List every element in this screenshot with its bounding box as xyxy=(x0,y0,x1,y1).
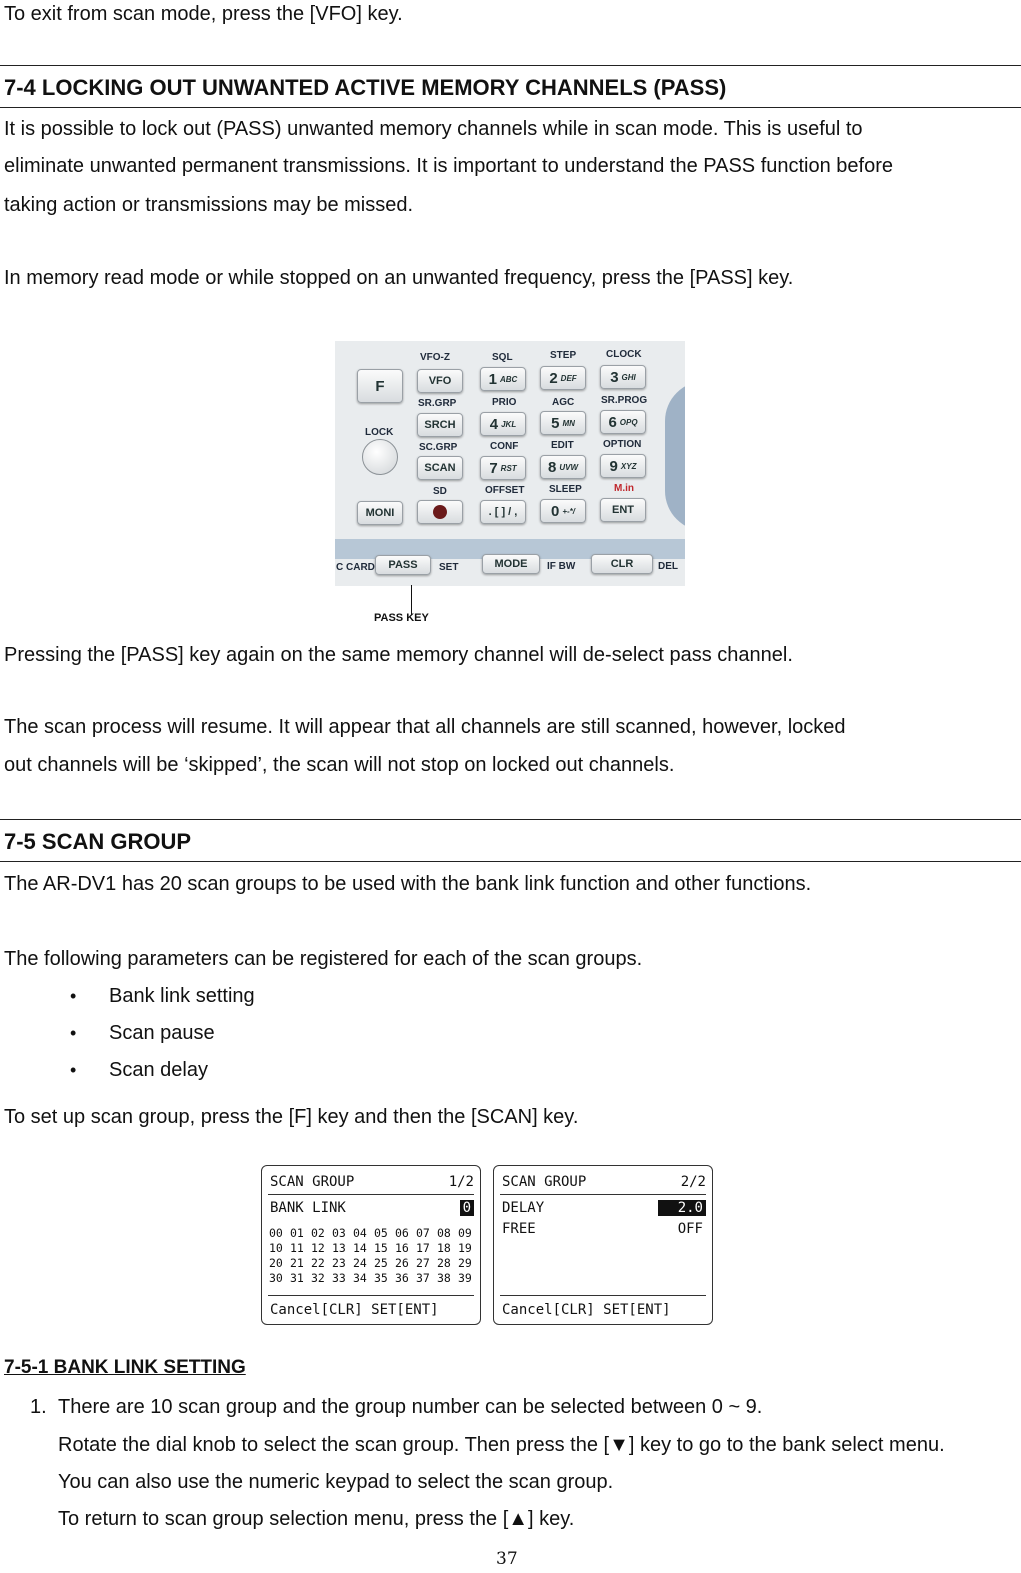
grid-cell: 02 xyxy=(311,1226,325,1240)
lcd-title: SCAN GROUP xyxy=(270,1174,355,1190)
srch-key-label: SRCH xyxy=(424,419,456,431)
key-4[interactable] xyxy=(480,412,526,436)
grid-cell: 19 xyxy=(458,1241,472,1255)
key-6-digit: 6 xyxy=(608,413,617,431)
grid-cell: 03 xyxy=(332,1226,346,1240)
top-note: To exit from scan mode, press the [VFO] key. xyxy=(4,3,403,25)
label-option: OPTION xyxy=(603,439,642,450)
keypad-photo xyxy=(335,341,685,586)
grid-cell: 08 xyxy=(437,1226,451,1240)
grid-cell: 00 xyxy=(269,1226,283,1240)
label-if-bw: IF BW xyxy=(547,561,576,572)
lcd-title: SCAN GROUP xyxy=(502,1174,587,1190)
bullet-icon: • xyxy=(70,986,77,1006)
key-9-digit: 9 xyxy=(609,457,618,475)
paragraph-line: Pressing the [PASS] key again on the same memory channel will de-select pass channel. xyxy=(4,644,793,666)
label-agc: AGC xyxy=(552,397,575,408)
lcd-divider xyxy=(500,1295,706,1296)
key-dot[interactable] xyxy=(480,500,526,524)
key-0-symbols: +-*/ xyxy=(562,506,575,516)
grid-cell: 30 xyxy=(269,1271,283,1285)
key-8-letters: UVW xyxy=(559,462,578,472)
key-9[interactable] xyxy=(600,454,646,478)
grid-cell: 20 xyxy=(269,1256,283,1270)
grid-cell: 17 xyxy=(416,1241,430,1255)
clr-key-label: CLR xyxy=(610,558,634,570)
key-7[interactable] xyxy=(480,456,526,480)
key-2-digit: 2 xyxy=(549,369,558,387)
section-7-4-heading: 7-4 LOCKING OUT UNWANTED ACTIVE MEMORY CHANNELS (PASS) xyxy=(4,75,727,100)
label-conf: CONF xyxy=(490,441,519,452)
label-sc-grp: SC.GRP xyxy=(419,442,458,453)
heading-rule-bottom xyxy=(0,107,1021,108)
key-4-digit: 4 xyxy=(489,415,499,433)
key-2[interactable] xyxy=(540,366,586,390)
section-7-5-1-heading: 7-5-1 BANK LINK SETTING xyxy=(4,1357,246,1378)
grid-cell: 07 xyxy=(416,1226,430,1240)
key-3[interactable] xyxy=(600,365,646,389)
lcd-screen-delay xyxy=(493,1165,713,1325)
grid-cell: 15 xyxy=(374,1241,388,1255)
pass-key-caption: PASS KEY xyxy=(374,612,429,624)
srch-key[interactable] xyxy=(417,413,463,437)
key-7-letters: RST xyxy=(500,463,517,473)
lcd-divider xyxy=(268,1194,474,1195)
grid-cell: 31 xyxy=(290,1271,304,1285)
list-item: Scan delay xyxy=(109,1059,208,1081)
grid-cell: 27 xyxy=(416,1256,430,1270)
key-6[interactable] xyxy=(600,410,646,434)
grid-cell: 11 xyxy=(290,1241,304,1255)
lcd-footer: Cancel[CLR] SET[ENT] xyxy=(270,1302,439,1318)
key-9-letters: XYZ xyxy=(620,461,637,471)
lcd-free-value: OFF xyxy=(677,1221,703,1237)
pass-key[interactable] xyxy=(375,555,431,575)
paragraph-line: To return to scan group selection menu, press the [▲] key. xyxy=(58,1508,575,1530)
paragraph-line: It is possible to lock out (PASS) unwanted memory channels while in scan mode. This is useful to xyxy=(4,118,863,140)
mode-key[interactable] xyxy=(482,554,540,574)
grid-cell: 05 xyxy=(374,1226,388,1240)
list-item: Scan pause xyxy=(109,1022,215,1044)
grid-cell: 25 xyxy=(374,1256,388,1270)
scan-key[interactable] xyxy=(417,456,463,480)
vfo-key[interactable] xyxy=(417,369,463,393)
grid-cell: 39 xyxy=(458,1271,472,1285)
grid-cell: 14 xyxy=(353,1241,367,1255)
key-1[interactable] xyxy=(480,367,526,391)
paragraph-line: Rotate the dial knob to select the scan group. Then press the [▼] key to go to the bank select menu. xyxy=(58,1434,945,1456)
lcd-bank-link-label: BANK LINK xyxy=(270,1200,346,1216)
moni-key-label: MONI xyxy=(365,507,395,519)
lcd-page: 1/2 xyxy=(448,1174,474,1190)
ent-key[interactable] xyxy=(600,498,646,522)
grid-cell: 10 xyxy=(269,1241,283,1255)
label-vfo-z: VFO-Z xyxy=(420,352,450,363)
grid-cell: 16 xyxy=(395,1241,409,1255)
key-dot-label: . [ ] / , xyxy=(488,506,518,518)
label-edit: EDIT xyxy=(551,440,574,451)
list-item: Bank link setting xyxy=(109,985,255,1007)
heading-rule-top xyxy=(0,819,1021,820)
label-m-in: M.in xyxy=(614,483,634,494)
grid-cell: 28 xyxy=(437,1256,451,1270)
label-del: DEL xyxy=(658,561,678,572)
grid-cell: 04 xyxy=(353,1226,367,1240)
paragraph-line: The scan process will resume. It will appear that all channels are still scanned, however, locked xyxy=(4,716,846,738)
key-4-letters: JKL xyxy=(501,419,517,429)
ent-key-label: ENT xyxy=(612,504,634,516)
bullet-icon: • xyxy=(70,1060,77,1080)
paragraph-line: out channels will be ‘skipped’, the scan will not stop on locked out channels. xyxy=(4,754,675,776)
paragraph-line: The following parameters can be registered for each of the scan groups. xyxy=(4,948,643,970)
pass-key-pointer-line xyxy=(411,585,412,615)
grid-cell: 13 xyxy=(332,1241,346,1255)
label-sd: SD xyxy=(433,486,447,497)
lcd-bank-link-value: 0 xyxy=(460,1200,474,1216)
label-c-card: C CARD xyxy=(336,562,375,573)
section-7-5-heading: 7-5 SCAN GROUP xyxy=(4,829,192,854)
grid-cell: 38 xyxy=(437,1271,451,1285)
grid-cell: 34 xyxy=(353,1271,367,1285)
clr-key[interactable] xyxy=(591,554,653,574)
grid-cell: 36 xyxy=(395,1271,409,1285)
pass-key-label: PASS xyxy=(388,559,418,571)
key-5-digit: 5 xyxy=(551,414,560,432)
grid-cell: 23 xyxy=(332,1256,346,1270)
label-step: STEP xyxy=(550,350,577,361)
page-number: 37 xyxy=(496,1549,518,1569)
label-clock: CLOCK xyxy=(606,349,642,360)
key-5-letters: MN xyxy=(562,418,575,428)
key-3-letters: GHI xyxy=(621,372,636,382)
key-8[interactable] xyxy=(540,455,586,479)
f-key-label: F xyxy=(375,377,385,395)
key-6-letters: OPQ xyxy=(619,417,638,427)
key-5[interactable] xyxy=(540,411,586,435)
grid-cell: 09 xyxy=(458,1226,472,1240)
paragraph-line: taking action or transmissions may be missed. xyxy=(4,194,414,216)
key-7-digit: 7 xyxy=(489,459,498,477)
paragraph-line: You can also use the numeric keypad to select the scan group. xyxy=(58,1471,614,1493)
key-1-digit: 1 xyxy=(488,370,497,388)
f-key[interactable] xyxy=(357,369,403,403)
label-lock: LOCK xyxy=(365,427,394,438)
lcd-divider xyxy=(268,1295,474,1296)
mode-key-label: MODE xyxy=(494,558,528,570)
label-set: SET xyxy=(439,562,459,573)
grid-cell: 24 xyxy=(353,1256,367,1270)
lcd-free-label: FREE xyxy=(502,1221,536,1237)
lcd-grid-row xyxy=(269,1271,479,1286)
lcd-delay-value: 2.0 xyxy=(658,1200,706,1216)
key-0-digit: 0 xyxy=(550,502,560,520)
key-0[interactable] xyxy=(540,499,586,523)
list-number: 1. xyxy=(30,1396,47,1418)
grid-cell: 18 xyxy=(437,1241,451,1255)
grid-cell: 32 xyxy=(311,1271,325,1285)
lcd-divider xyxy=(500,1194,706,1195)
label-sleep: SLEEP xyxy=(549,484,582,495)
lcd-grid-row xyxy=(269,1241,479,1256)
grid-cell: 26 xyxy=(395,1256,409,1270)
paragraph-line: eliminate unwanted permanent transmissions. It is important to understand the PASS function before xyxy=(4,155,894,177)
label-sr-prog: SR.PROG xyxy=(601,395,648,406)
heading-rule-top xyxy=(0,65,1021,66)
label-prio: PRIO xyxy=(492,397,517,408)
key-1-letters: ABC xyxy=(500,374,518,384)
panel-edge xyxy=(665,381,685,531)
vfo-key-label: VFO xyxy=(428,375,452,387)
paragraph-line: There are 10 scan group and the group number can be selected between 0 ~ 9. xyxy=(58,1396,763,1418)
lcd-footer: Cancel[CLR] SET[ENT] xyxy=(502,1302,671,1318)
lcd-page: 2/2 xyxy=(680,1174,706,1190)
lcd-grid-row xyxy=(269,1226,479,1241)
lock-knob[interactable] xyxy=(362,439,398,475)
lcd-delay-label: DELAY xyxy=(502,1200,545,1216)
key-3-digit: 3 xyxy=(610,368,619,386)
grid-cell: 06 xyxy=(395,1226,409,1240)
lcd-screen-bank-link xyxy=(261,1165,481,1325)
label-sql: SQL xyxy=(492,352,513,363)
grid-cell: 37 xyxy=(416,1271,430,1285)
grid-cell: 33 xyxy=(332,1271,346,1285)
grid-cell: 29 xyxy=(458,1256,472,1270)
grid-cell: 22 xyxy=(311,1256,325,1270)
label-offset: OFFSET xyxy=(485,485,525,496)
grid-cell: 35 xyxy=(374,1271,388,1285)
sd-record-key[interactable] xyxy=(417,500,463,524)
paragraph-line: In memory read mode or while stopped on an unwanted frequency, press the [PASS] key. xyxy=(4,267,794,289)
record-dot-icon xyxy=(433,505,447,519)
grid-cell: 01 xyxy=(290,1226,304,1240)
moni-key[interactable] xyxy=(357,501,403,525)
grid-cell: 12 xyxy=(311,1241,325,1255)
label-sr-grp: SR.GRP xyxy=(418,398,457,409)
key-8-digit: 8 xyxy=(547,458,557,476)
lcd-grid-row xyxy=(269,1256,479,1271)
paragraph-line: To set up scan group, press the [F] key and then the [SCAN] key. xyxy=(4,1106,579,1128)
lcd-bank-grid xyxy=(269,1226,479,1286)
grid-cell: 21 xyxy=(290,1256,304,1270)
scan-key-label: SCAN xyxy=(424,462,456,474)
paragraph-line: The AR-DV1 has 20 scan groups to be used with the bank link function and other functions. xyxy=(4,873,812,895)
key-2-letters: DEF xyxy=(560,373,577,383)
bullet-icon: • xyxy=(70,1023,77,1043)
heading-rule-bottom xyxy=(0,861,1021,862)
